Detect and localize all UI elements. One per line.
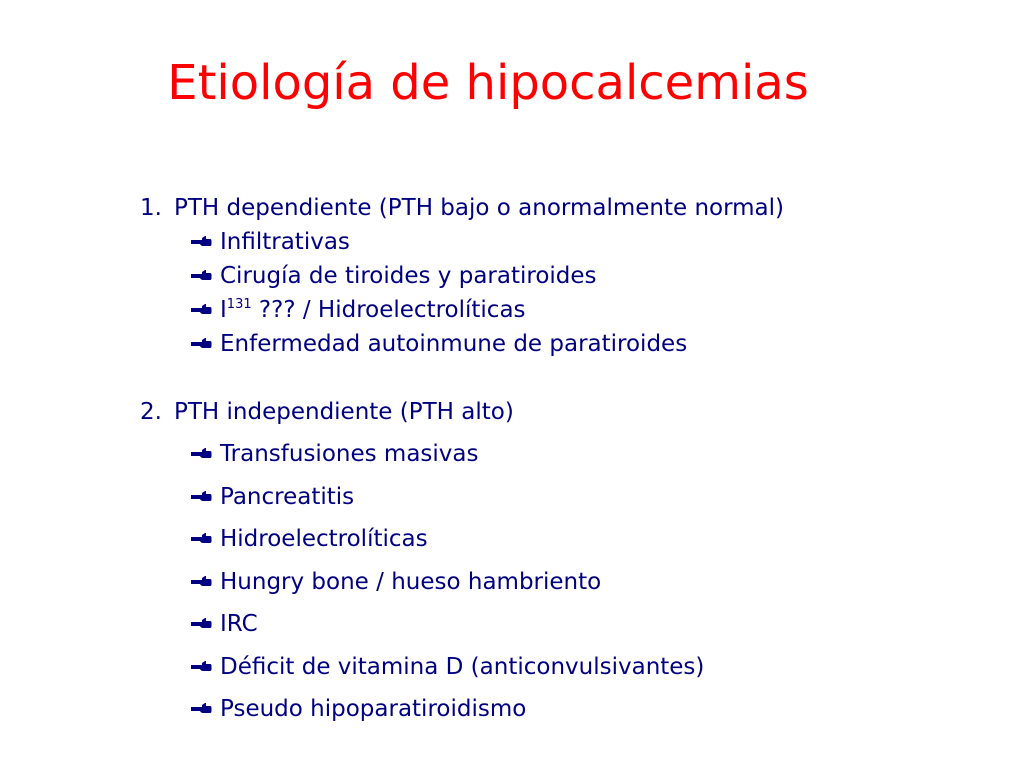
section-2-number: 2. [140, 399, 162, 425]
list-item-text: Infiltrativas [220, 229, 350, 255]
list-item-text: Transfusiones masivas [220, 441, 479, 468]
section-1-heading-text: PTH dependiente (PTH bajo o anormalmente normal) [174, 195, 785, 221]
list-item-text: $I^{131}$ ??? / Hidroelectrolíticas [220, 297, 526, 323]
section-1-number: 1. [140, 195, 162, 221]
list-item-text: Enfermedad autoinmune de paratiroides [220, 331, 688, 357]
list-item-text: Déficit de vitamina D (anticonvulsivantes) [220, 653, 705, 680]
pointing-hand-icon [190, 303, 212, 317]
list-item-text: Hidroelectrolíticas [220, 526, 428, 553]
pointing-hand-icon [190, 660, 212, 674]
list-item-text: Hungry bone / hueso hambriento [220, 568, 602, 595]
section-2-list [190, 433, 704, 731]
list-item [190, 259, 687, 293]
list-item [190, 603, 704, 646]
list-item [190, 518, 704, 561]
section-2-heading-text: PTH independiente (PTH alto) [174, 399, 514, 425]
pointing-hand-icon [190, 269, 212, 283]
pointing-hand-icon [190, 532, 212, 546]
section-2-heading [140, 397, 514, 427]
pointing-hand-icon [190, 575, 212, 589]
pointing-hand-icon [190, 617, 212, 631]
list-item [190, 293, 687, 327]
pointing-hand-icon [190, 337, 212, 351]
list-item [190, 561, 704, 604]
list-item [190, 225, 687, 259]
list-item-text: Pancreatitis [220, 483, 355, 510]
pointing-hand-icon [190, 235, 212, 249]
pointing-hand-icon [190, 702, 212, 716]
slide-title: Etiología de hipocalcemias [167, 55, 809, 111]
list-item-text: IRC [220, 611, 258, 638]
list-item-text: Pseudo hipoparatiroidismo [220, 696, 527, 723]
list-item [190, 433, 704, 476]
section-1-heading [140, 193, 784, 223]
list-item [190, 476, 704, 519]
list-item [190, 327, 687, 361]
list-item-text: Cirugía de tiroides y paratiroides [220, 263, 597, 289]
pointing-hand-icon [190, 447, 212, 461]
list-item [190, 646, 704, 689]
section-1-list [190, 225, 687, 361]
pointing-hand-icon [190, 490, 212, 504]
list-item [190, 688, 704, 731]
